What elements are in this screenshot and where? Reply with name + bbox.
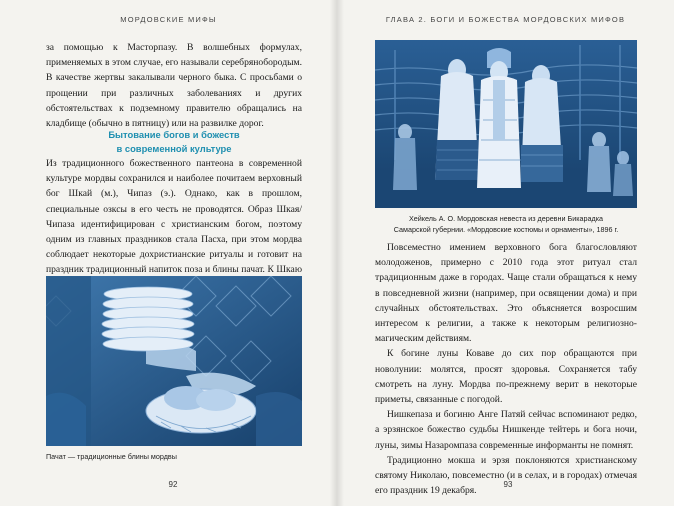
right-text-block bbox=[375, 240, 637, 498]
right-folio: 93 bbox=[503, 480, 513, 489]
left-paragraph-2: Из традиционного божественного пантеона в современной культуре мордвы сохранился и наиболее почитаем верховный бог Шкай (м.), Чипаз (э.). Однако, как в прошлом, специальные озксы в его честь не проводятся. Образ Шкая/Чипаза идентифицирован с христианским богом, поэтому одним из главных праздников стала Пасха, при этом мордва соблюдает некоторые дохристианские ритуалы и готовит на праздник традиционный напиток поза и блины пачат. К Шкаю bbox=[46, 158, 302, 276]
right-paragraph-3: Нишкепаза и богиню Анге Патяй сейчас вспоминают редко, а эрзянское божество судьбы Нишкенде тейтерь и бога ночи, луны, зимы Назаромпаза современные информанты не помнят. bbox=[375, 409, 637, 451]
left-paragraph-1: за помощью к Масторпазу. В волшебных формулах, применяемых в этом случае, его называли серебрянобородым. В качестве жертвы закалывали черного быка. С просьбами о прощении при различных заболеваниях и других обстоятельствах к подземному правителю обращались на кладбище (обычно в пятницу) или на развилке дорог. bbox=[46, 42, 302, 130]
section-title bbox=[46, 128, 302, 156]
right-paragraph-4: Традиционно мокша и эрзя поклоняются христианскому святому Николаю, повсеместно (и в селах, и в городах) отмечая его праздник 19 декабря. bbox=[375, 454, 637, 497]
section-title-line-1: Бытование богов и божеств bbox=[108, 129, 240, 140]
bride-photo-illustration bbox=[375, 40, 637, 208]
right-paragraph-1: Повсеместно имением верховного бога благословляют молодоженов, примерно с 2010 года этот ритуал стал традиционным даже в городах. Чаще стали обращаться к нему в повседневной жизни (например, при освящении дома) и при случайных обстоятельствах. Это объясняется возросшим интересом к религии, а также к некоторым религиозно-магическим действиям. bbox=[375, 242, 637, 345]
pachat-photo-illustration bbox=[46, 276, 302, 446]
right-photo-caption-line-1: Хейкель А. О. Мордовская невеста из деревни Бикарадка bbox=[408, 214, 604, 223]
right-photo-caption-line-2: Самарской губернии. «Мордовские костюмы и орнаменты», 1896 г. bbox=[393, 224, 619, 234]
left-photo-caption: Пачат — традиционные блины мордвы bbox=[46, 452, 177, 461]
left-text-block-1 bbox=[46, 40, 302, 131]
section-title-line-2: в современной культуре bbox=[116, 143, 232, 154]
pachat-photo bbox=[46, 276, 302, 446]
right-woman-figure bbox=[521, 65, 563, 182]
right-running-head: ГЛАВА 2. БОГИ И БОЖЕСТВА МОРДОВСКИХ МИФОВ bbox=[385, 15, 626, 24]
left-woman-figure bbox=[435, 59, 479, 180]
left-text-block-2 bbox=[46, 156, 302, 293]
right-photo-caption bbox=[375, 214, 637, 235]
left-running-head: МОРДОВСКИЕ МИФЫ bbox=[120, 15, 217, 24]
bride-photo bbox=[375, 40, 637, 208]
left-folio: 92 bbox=[168, 480, 178, 489]
right-paragraph-2: К богине луны Коваве до сих пор обращаются при новолунии: молятся, просят здоровья. Сохраняется табу смотреть на луну. Мордва по-прежнему верит в некоторые приметы, связанные с погодой. bbox=[375, 348, 637, 406]
right-page bbox=[337, 0, 674, 506]
